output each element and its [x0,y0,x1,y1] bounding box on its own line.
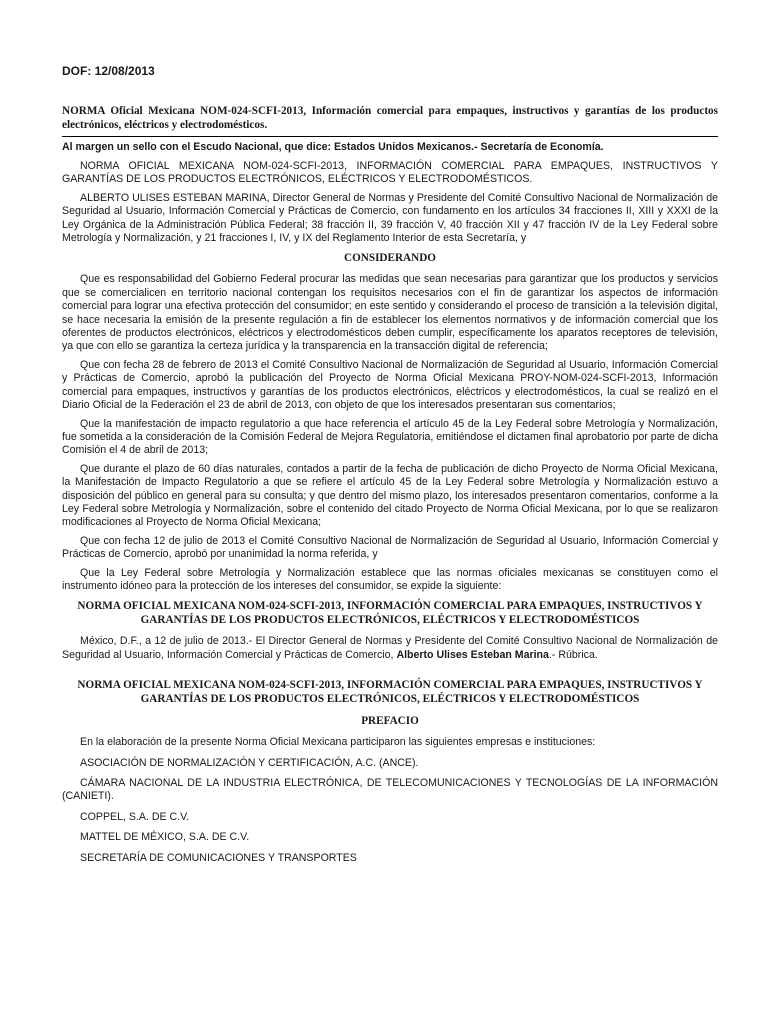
considerando-heading: CONSIDERANDO [344,252,436,265]
list-item: CÁMARA NACIONAL DE LA INDUSTRIA ELECTRÓNICA, DE TELECOMUNICACIONES Y TECNOLOGÍAS DE LA INFORMACIÓN (CANIETI). [62,777,718,803]
list-item: ASOCIACIÓN DE NORMALIZACIÓN Y CERTIFICACIÓN, A.C. (ANCE). [80,756,419,769]
considerando-paragraph: Que es responsabilidad del Gobierno Federal procurar las medidas que sean necesarias para garantizar que los productos y servicios que se comercialicen en territorio nacional contengan los requisitos necesarios con el fin de garantizar los aspectos de información comercial para lograr una efectiva protección del consumidor; en este sentido y considerando el proceso de transición a la televisión digital, se hace necesaria la emisión de la presente regulación a fin de establecer los elementos normativos y de información comercial que los oferentes de productos electrónicos, eléctricos y electrodomésticos deben cumplir, específicamente los aparatos receptores de televisión, ya que con ello se garantiza la certeza jurídica y la transparencia en la transacción digital de referencia; [62,273,718,353]
list-item: MATTEL DE MÉXICO, S.A. DE C.V. [80,831,250,844]
norma-heading-repeat: NORMA OFICIAL MEXICANA NOM-024-SCFI-2013, INFORMACIÓN COMERCIAL PARA EMPAQUES, INSTRUCTIVOS Y GARANTÍAS DE LOS PRODUCTOS ELECTRÓNICOS, ELÉCTRICOS Y ELECTRODOMÉSTICOS [77,679,703,706]
signature-paragraph [62,635,718,662]
intro-paragraph: NORMA OFICIAL MEXICANA NOM-024-SCFI-2013, INFORMACIÓN COMERCIAL PARA EMPAQUES, INSTRUCTIVOS Y GARANTÍAS DE LOS PRODUCTOS ELECTRÓNICOS, ELÉCTRICOS Y ELECTRODOMÉSTICOS. [62,160,718,186]
signatory-name: Alberto Ulises Esteban Marina [396,648,549,661]
prefacio-intro: En la elaboración de la presente Norma Oficial Mexicana participaron las siguientes empresas e instituciones: [80,736,596,749]
dof-date: DOF: 12/08/2013 [62,64,155,78]
considerando-paragraph: Que durante el plazo de 60 días naturales, contados a partir de la fecha de publicación de dicho Proyecto de Norma Oficial Mexicana, la Manifestación de Impacto Regulatorio a que se refiere el artículo 45 de la Ley Federal sobre Metrología y Normalización estuvo a disposición del público en general para su consulta; y que dentro del mismo plazo, los interesados presentaron comentarios, conforme a la Ley Federal sobre Metrología y Normalización, sobre el contenido del citado Proyecto de Norma Oficial Mexicana, por lo que se realizaron modificaciones al Proyecto de Norma Oficial Mexicana; [62,462,718,529]
list-item: COPPEL, S.A. DE C.V. [80,810,190,823]
considerando-paragraph: Que la Ley Federal sobre Metrología y Normalización establece que las normas oficiales mexicanas se constituyen como el instrumento idóneo para la protección de los intereses del consumidor, se expide la siguiente: [62,566,718,592]
margin-note: Al margen un sello con el Escudo Nacional, que dice: Estados Unidos Mexicanos.- Secretaría de Economía. [62,141,604,153]
norma-heading: NORMA OFICIAL MEXICANA NOM-024-SCFI-2013, INFORMACIÓN COMERCIAL PARA EMPAQUES, INSTRUCTIVOS Y GARANTÍAS DE LOS PRODUCTOS ELECTRÓNICOS, ELÉCTRICOS Y ELECTRODOMÉSTICOS [77,600,703,627]
document-title: NORMA Oficial Mexicana NOM-024-SCFI-2013, Información comercial para empaques, instructivos y garantías de los productos electrónicos, eléctricos y electrodomésticos. [62,104,718,137]
considerando-paragraph: Que la manifestación de impacto regulatorio a que hace referencia el artículo 45 de la Ley Federal sobre Metrología y Normalización, fue sometida a la consideración de la Comisión Federal de Mejora Regulatoria, emitiéndose el dictamen final aprobatorio por parte de dicha Comisión el 4 de abril de 2013; [62,417,718,457]
intro-paragraph: ALBERTO ULISES ESTEBAN MARINA, Director General de Normas y Presidente del Comité Consultivo Nacional de Normalización de Seguridad al Usuario, Información Comercial y Prácticas de Comercio, con fundamento en los artículos 34 fracciones II, XIII y XXXI de la Ley Orgánica de la Administración Pública Federal; 38 fracción II, 39 fracción V, 40 fracción XII y 47 fracción IV de la Ley Federal sobre Metrología y Normalización, y 21 fracciones I, IV, y IX del Reglamento Interior de esta Secretaría, y [62,191,718,245]
document-page [62,64,718,872]
signature-rubrica: .- Rúbrica. [548,648,598,661]
signature-text: México, D.F., a 12 de julio de 2013.- El Director General de Normas y Presidente del Comité Consultivo Nacional de Normalización de Seguridad al Usuario, Información Comercial y Prácticas de Comercio, [62,635,718,661]
prefacio-list [62,736,718,865]
prefacio-heading: PREFACIO [361,715,419,728]
considerando-paragraph: Que con fecha 12 de julio de 2013 el Comité Consultivo Nacional de Normalización de Seguridad al Usuario, Información Comercial y Prácticas de Comercio, aprobó por unanimidad la norma referida, y [62,534,718,561]
list-item: SECRETARÍA DE COMUNICACIONES Y TRANSPORTES [80,851,357,864]
considerando-paragraph: Que con fecha 28 de febrero de 2013 el Comité Consultivo Nacional de Normalización de Seguridad al Usuario, Información Comercial y Prácticas de Comercio, aprobó la publicación del Proyecto de Norma Oficial Mexicana PROY-NOM-024-SCFI-2013, Información comercial para empaques, instructivos y garantías de los productos electrónicos, eléctricos y electrodomésticos, la cual se realizó en el Diario Oficial de la Federación el 23 de abril de 2013, con objeto de que los interesados presentaran sus comentarios; [62,358,718,412]
